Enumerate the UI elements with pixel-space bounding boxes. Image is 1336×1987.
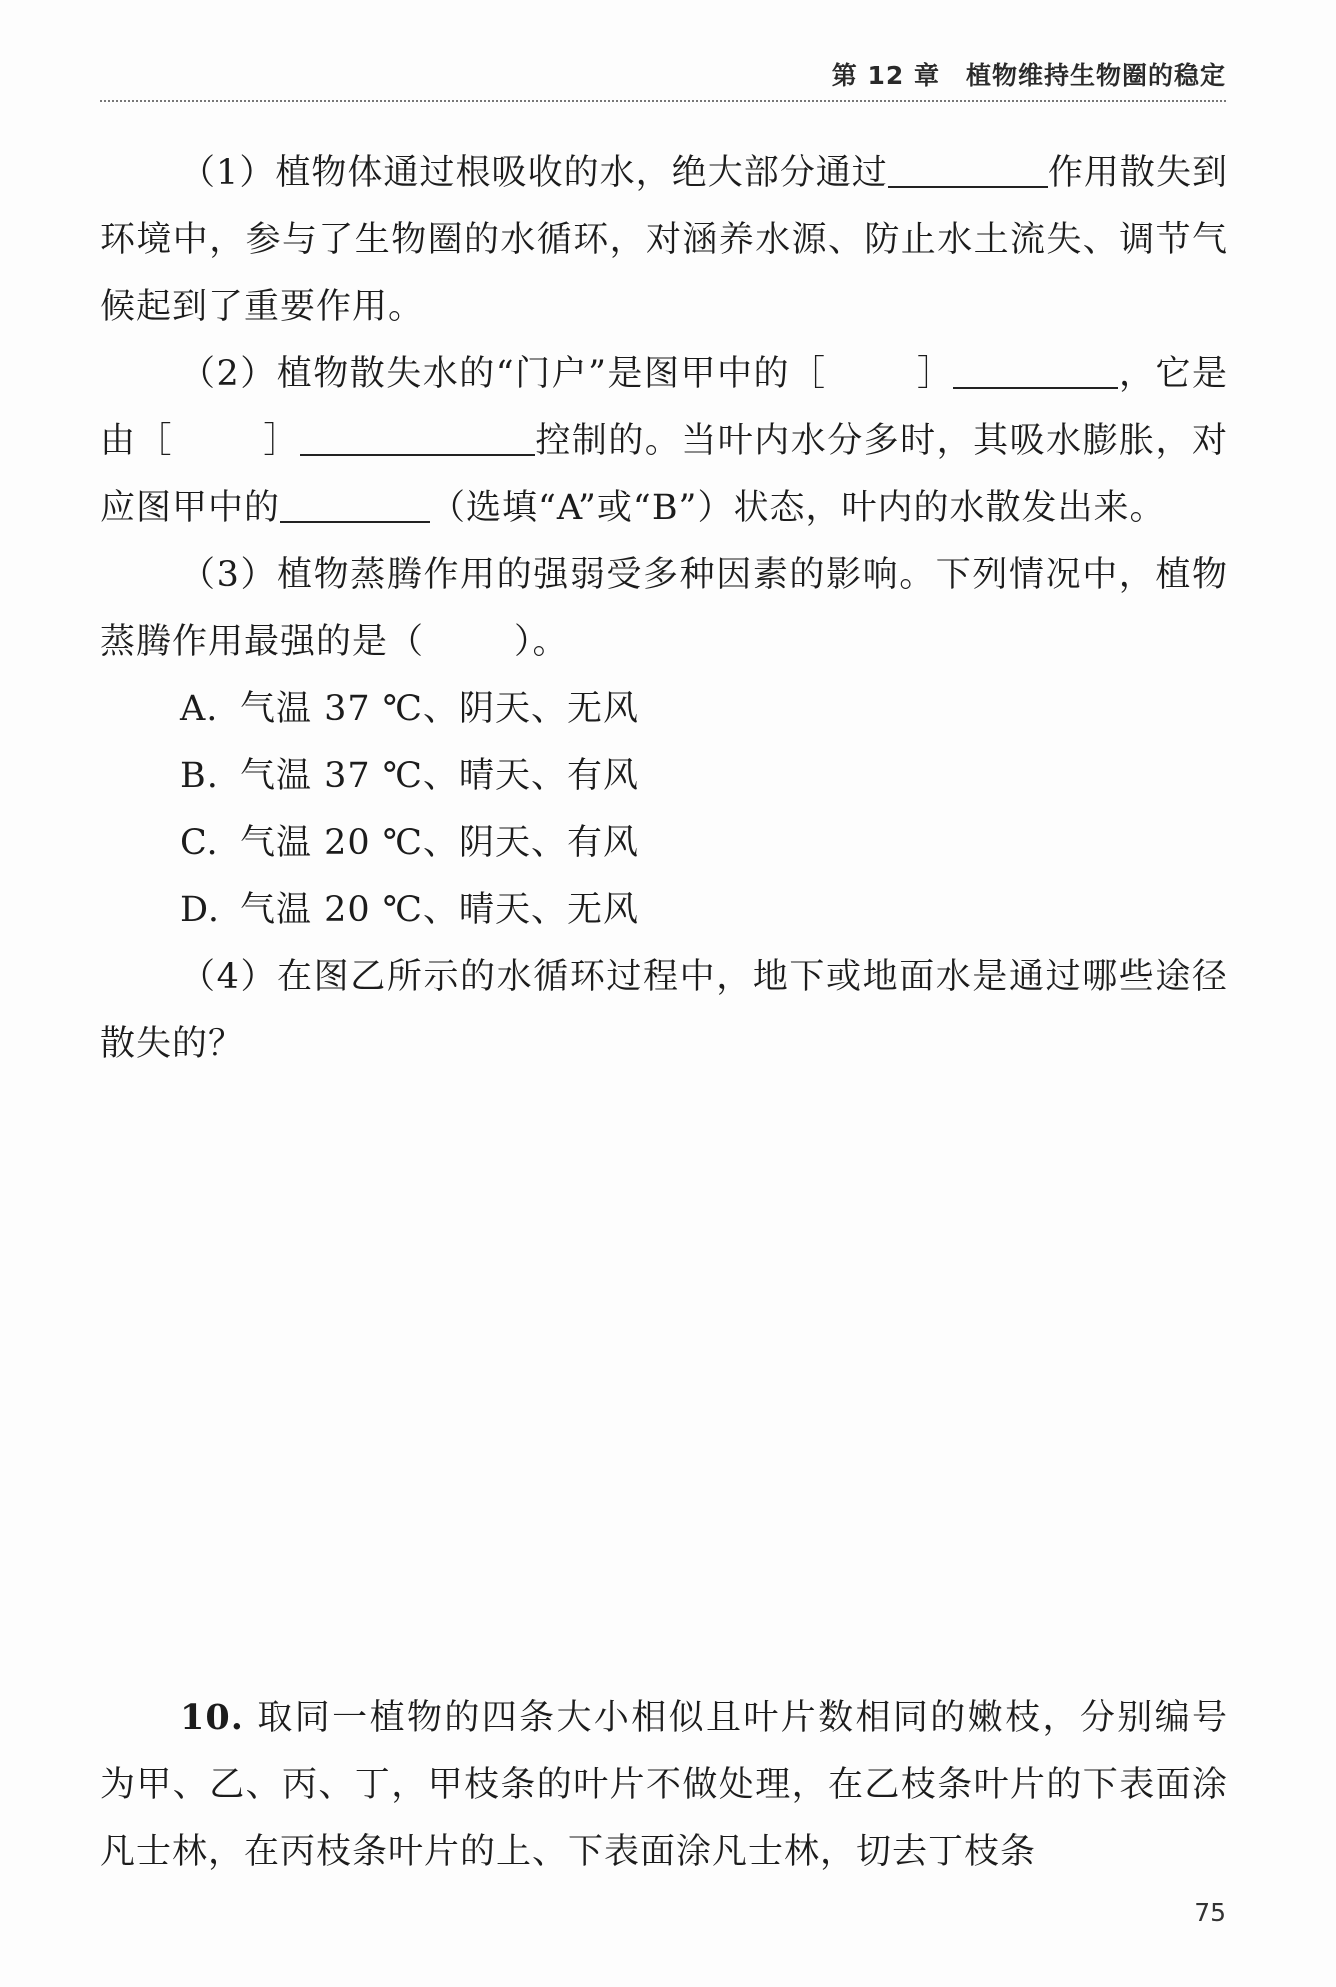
option-label: A. bbox=[180, 689, 219, 729]
subquestion-1 bbox=[100, 140, 1228, 341]
option-text: 气温 37 ℃、晴天、有风 bbox=[240, 756, 639, 796]
answer-blank[interactable] bbox=[953, 353, 1118, 389]
subquestion-3-text-a: （3）植物蒸腾作用的强弱受多种因素的影响。下列情况中，植物蒸腾作用最强的是（ bbox=[100, 555, 1228, 662]
option-b[interactable] bbox=[100, 743, 1228, 810]
subquestion-2-text-c: ，它是由［ bbox=[100, 354, 1228, 461]
option-text: 气温 20 ℃、阴天、有风 bbox=[240, 823, 639, 863]
subquestion-1-text-a: （1）植物体通过根吸收的水，绝大部分通过 bbox=[180, 153, 888, 193]
subquestion-2-text-b: ］ bbox=[916, 354, 954, 394]
subquestion-2-text-f: （选填“A”或“B”）状态，叶内的水散发出来。 bbox=[430, 488, 1166, 528]
subquestion-3-stem bbox=[100, 542, 1228, 676]
question-content bbox=[100, 140, 1228, 1078]
option-text: 气温 37 ℃、阴天、无风 bbox=[240, 689, 639, 729]
option-label: C. bbox=[180, 823, 219, 863]
question-10 bbox=[100, 1684, 1228, 1886]
subquestion-4: （4）在图乙所示的水循环过程中，地下或地面水是通过哪些途径散失的？ bbox=[100, 957, 1228, 1064]
option-label: B. bbox=[180, 756, 219, 796]
subquestion-2 bbox=[100, 341, 1228, 542]
question-10-body: 取同一植物的四条大小相似且叶片数相同的嫩枝，分别编号为甲、乙、丙、丁，甲枝条的叶片不做处理，在乙枝条叶片的下表面涂凡士林，在丙枝条叶片的上、下表面涂凡士林，切去丁枝条 bbox=[100, 1698, 1228, 1872]
question-10-text bbox=[100, 1684, 1228, 1886]
subquestion-2-text-d: ］ bbox=[262, 421, 300, 461]
subquestion-3-text-b: ）。 bbox=[514, 622, 569, 662]
answer-blank[interactable] bbox=[888, 152, 1048, 188]
option-text: 气温 20 ℃、晴天、无风 bbox=[240, 890, 639, 930]
subquestion-2-text-a: （2）植物散失水的“门户”是图甲中的［ bbox=[180, 354, 827, 394]
running-header bbox=[100, 56, 1226, 102]
answer-blank[interactable] bbox=[300, 420, 535, 456]
chapter-title: 第 12 章 植物维持生物圈的稳定 bbox=[831, 61, 1226, 90]
option-c[interactable] bbox=[100, 810, 1228, 877]
option-label: D. bbox=[180, 890, 220, 930]
subquestion-2-text-e: 控制的。当叶内水分多时，其吸水膨胀，对应图甲中的 bbox=[100, 421, 1228, 528]
question-number: 10. bbox=[180, 1697, 244, 1738]
option-a[interactable] bbox=[100, 676, 1228, 743]
answer-blank[interactable] bbox=[280, 487, 430, 523]
option-d[interactable] bbox=[100, 877, 1228, 944]
subquestion-1-text-b: 作用散失到环境中，参与了生物圈的水循环，对涵养水源、防止水土流失、调节气候起到了重要作用。 bbox=[100, 153, 1228, 327]
page-number: 75 bbox=[1194, 1898, 1226, 1927]
